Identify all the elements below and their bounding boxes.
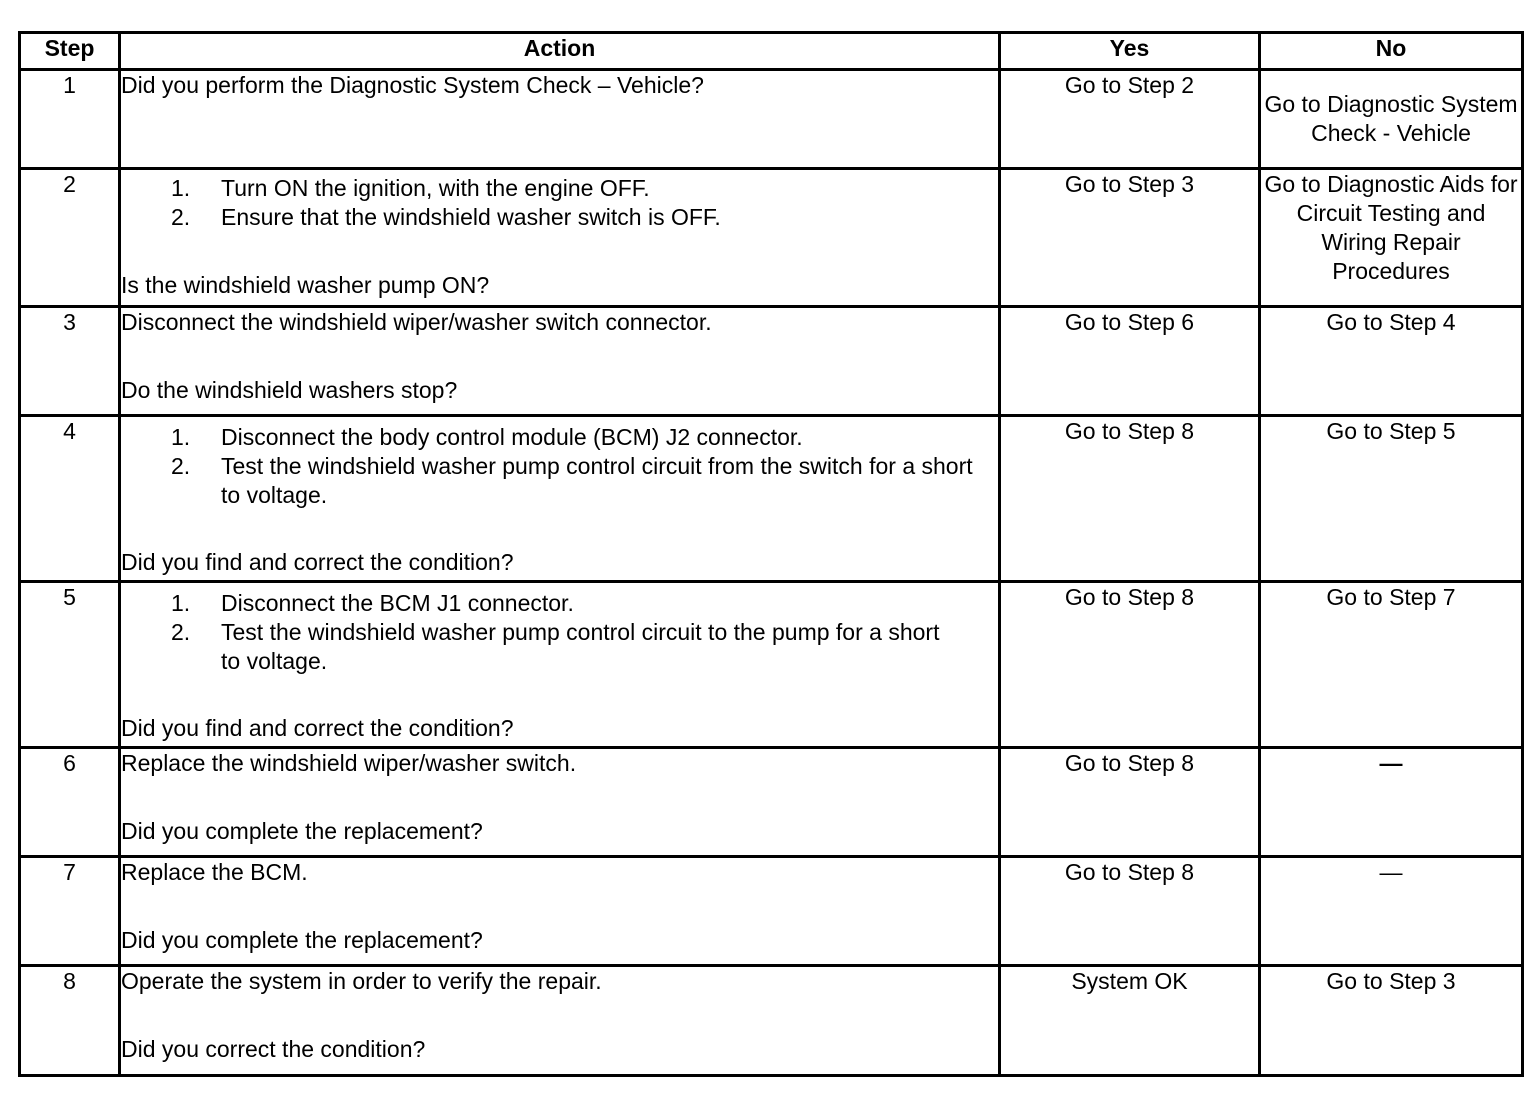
list-item: 2. Test the windshield washer pump control circuit to the pump for a short to voltage.: [171, 619, 940, 674]
table-row: [20, 857, 1523, 966]
no-cell: [1260, 748, 1523, 857]
action-question: Did you complete the replacement?: [121, 818, 483, 844]
yes-cell: Go to Step 8: [1000, 416, 1260, 582]
action-cell: [120, 748, 1000, 857]
list-item: 2. Ensure that the windshield washer switch is OFF.: [171, 204, 721, 230]
no-cell: Go to Diagnostic System Check - Vehicle: [1260, 70, 1523, 169]
action-question: Did you find and correct the condition?: [121, 715, 514, 741]
table-row: [20, 748, 1523, 857]
action-cell: [120, 416, 1000, 582]
diagnostic-table: [18, 31, 1524, 1077]
action-intro: Replace the windshield wiper/washer switch.: [121, 750, 577, 776]
yes-cell: Go to Step 8: [1000, 582, 1260, 748]
action-intro: Disconnect the windshield wiper/washer switch connector.: [121, 309, 712, 335]
step-number: 6: [20, 748, 120, 857]
action-question: Do the windshield washers stop?: [121, 377, 458, 403]
no-cell: Go to Step 5: [1260, 416, 1523, 582]
header-yes: Yes: [1000, 33, 1260, 70]
header-row: [20, 33, 1523, 70]
step-number: 2: [20, 169, 120, 307]
list-item: 2. Test the windshield washer pump control circuit from the switch for a short to voltage.: [171, 453, 973, 508]
step-number: 8: [20, 966, 120, 1076]
no-cell: Go to Diagnostic Aids for Circuit Testing and Wiring Repair Procedures: [1260, 169, 1523, 307]
step-number: 4: [20, 416, 120, 582]
action-question: Did you find and correct the condition?: [121, 549, 514, 575]
yes-cell: Go to Step 2: [1000, 70, 1260, 169]
action-question: Did you correct the condition?: [121, 1036, 426, 1062]
yes-cell: Go to Step 8: [1000, 857, 1260, 966]
table-row: [20, 966, 1523, 1076]
step-number: 5: [20, 582, 120, 748]
yes-cell: Go to Step 6: [1000, 307, 1260, 416]
no-cell: [1260, 857, 1523, 966]
action-cell: [120, 307, 1000, 416]
no-value-dash: —: [1379, 859, 1403, 885]
yes-cell: Go to Step 3: [1000, 169, 1260, 307]
no-value-dash: —: [1379, 750, 1403, 776]
table-row: [20, 416, 1523, 582]
action-cell: [120, 70, 1000, 169]
action-cell: [120, 582, 1000, 748]
action-question: Is the windshield washer pump ON?: [121, 272, 490, 298]
list-item: 1. Turn ON the ignition, with the engine OFF.: [171, 175, 650, 201]
table-row: [20, 582, 1523, 748]
action-steps: [121, 589, 998, 676]
action-cell: [120, 169, 1000, 307]
header-action: Action: [120, 33, 1000, 70]
no-cell: Go to Step 4: [1260, 307, 1523, 416]
list-item: 1. Disconnect the BCM J1 connector.: [171, 590, 574, 616]
no-cell: Go to Step 3: [1260, 966, 1523, 1076]
header-no: No: [1260, 33, 1523, 70]
action-cell: [120, 966, 1000, 1076]
action-intro: Did you perform the Diagnostic System Check – Vehicle?: [121, 72, 704, 98]
action-intro: Operate the system in order to verify the repair.: [121, 968, 602, 994]
step-number: 1: [20, 70, 120, 169]
list-item: 1. Disconnect the body control module (BCM) J2 connector.: [171, 424, 803, 450]
table-row: [20, 307, 1523, 416]
action-question: Did you complete the replacement?: [121, 927, 483, 953]
action-cell: [120, 857, 1000, 966]
yes-cell: System OK: [1000, 966, 1260, 1076]
action-steps: [121, 423, 998, 510]
step-number: 7: [20, 857, 120, 966]
no-cell: Go to Step 7: [1260, 582, 1523, 748]
action-intro: Replace the BCM.: [121, 859, 308, 885]
table-row: [20, 169, 1523, 307]
action-steps: [121, 174, 998, 232]
step-number: 3: [20, 307, 120, 416]
yes-cell: Go to Step 8: [1000, 748, 1260, 857]
table-row: [20, 70, 1523, 169]
header-step: Step: [20, 33, 120, 70]
